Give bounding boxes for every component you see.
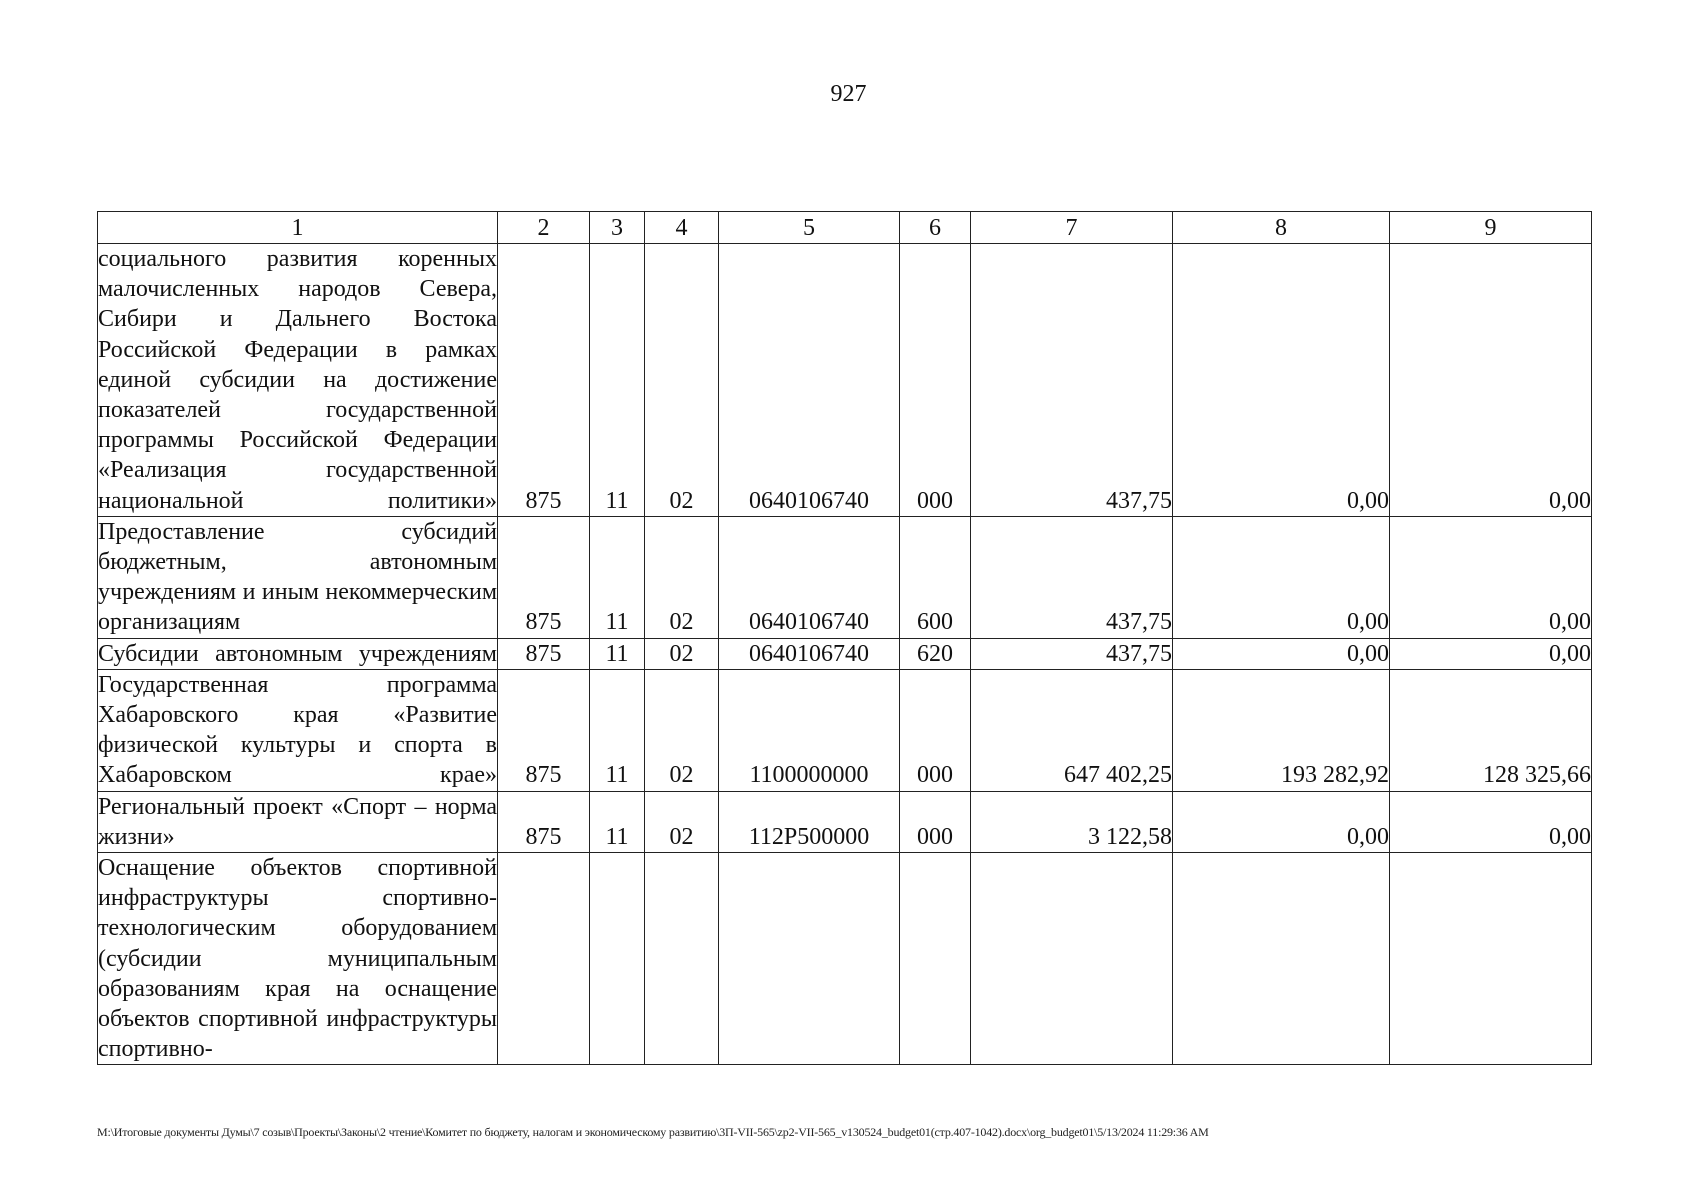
cell-col6: 620	[900, 638, 971, 669]
column-header: 3	[590, 212, 645, 244]
column-header: 2	[498, 212, 590, 244]
cell-col2: 875	[498, 791, 590, 852]
document-path-footer: M:\Итоговые документы Думы\7 созыв\Проекты\Законы\2 чтение\Комитет по бюджету, налогам и экономическому развитию\3П-VII-565\zp2-VII-565_v130524_budget01(стр.407-1042).docx\org_budget01\5/13/2024 11:29:36 AM	[97, 1125, 1209, 1139]
cell-col4: 02	[645, 638, 719, 669]
column-header: 1	[98, 212, 498, 244]
cell-col9: 0,00	[1390, 638, 1592, 669]
cell-col7: 647 402,25	[971, 669, 1173, 791]
cell-col2: 875	[498, 244, 590, 517]
cell-col2: 875	[498, 516, 590, 638]
cell-col3: 11	[590, 791, 645, 852]
row-description: Предоставление субсидий бюджетным, автономным учреждениям и иным некоммерческим организациям	[98, 516, 498, 638]
cell-col8: 0,00	[1173, 791, 1390, 852]
column-header: 6	[900, 212, 971, 244]
cell-col7: 3 122,58	[971, 791, 1173, 852]
cell-col3: 11	[590, 669, 645, 791]
page-number: 927	[830, 81, 867, 107]
column-header: 8	[1173, 212, 1390, 244]
table-header-row	[98, 212, 1592, 244]
row-description: Субсидии автономным учреждениям	[98, 638, 498, 669]
cell-col3: 11	[590, 244, 645, 517]
table-row	[98, 516, 1592, 638]
cell-col4: 02	[645, 516, 719, 638]
row-description: Региональный проект «Спорт – норма жизни»	[98, 791, 498, 852]
cell-col7	[971, 853, 1173, 1065]
cell-col5: 0640106740	[719, 638, 900, 669]
cell-col5: 1100000000	[719, 669, 900, 791]
cell-col6	[900, 853, 971, 1065]
cell-col8	[1173, 853, 1390, 1065]
cell-col3: 11	[590, 638, 645, 669]
cell-col2: 875	[498, 638, 590, 669]
table-row	[98, 669, 1592, 791]
cell-col8: 0,00	[1173, 516, 1390, 638]
cell-col5	[719, 853, 900, 1065]
table-row	[98, 791, 1592, 852]
cell-col3	[590, 853, 645, 1065]
cell-col6: 000	[900, 791, 971, 852]
cell-col8: 0,00	[1173, 244, 1390, 517]
cell-col4: 02	[645, 669, 719, 791]
cell-col6: 000	[900, 669, 971, 791]
row-description: социального развития коренных малочисленных народов Севера, Сибири и Дальнего Востока Российской Федерации в рамках единой субсидии на достижение показателей государственной программы Российской Федерации «Реализация государственной национальной политики»	[98, 244, 498, 517]
cell-col7: 437,75	[971, 516, 1173, 638]
cell-col5: 0640106740	[719, 516, 900, 638]
table-row	[98, 244, 1592, 517]
column-header: 9	[1390, 212, 1592, 244]
cell-col8: 193 282,92	[1173, 669, 1390, 791]
cell-col9: 0,00	[1390, 791, 1592, 852]
cell-col9: 0,00	[1390, 516, 1592, 638]
table-row	[98, 638, 1592, 669]
cell-col9: 128 325,66	[1390, 669, 1592, 791]
cell-col5: 112P500000	[719, 791, 900, 852]
budget-table	[97, 211, 1592, 1065]
cell-col4	[645, 853, 719, 1065]
cell-col8: 0,00	[1173, 638, 1390, 669]
cell-col6: 600	[900, 516, 971, 638]
cell-col4: 02	[645, 244, 719, 517]
column-header: 5	[719, 212, 900, 244]
row-description: Государственная программа Хабаровского края «Развитие физической культуры и спорта в Хабаровском крае»	[98, 669, 498, 791]
cell-col9	[1390, 853, 1592, 1065]
cell-col6: 000	[900, 244, 971, 517]
cell-col5: 0640106740	[719, 244, 900, 517]
row-description: Оснащение объектов спортивной инфраструктуры спортивно-технологическим оборудованием (субсидии муниципальным образованиям края на оснащение объектов спортивной инфраструктуры спортивно-	[98, 853, 498, 1065]
column-header: 4	[645, 212, 719, 244]
cell-col7: 437,75	[971, 244, 1173, 517]
table-row	[98, 853, 1592, 1065]
column-header: 7	[971, 212, 1173, 244]
cell-col2	[498, 853, 590, 1065]
cell-col9: 0,00	[1390, 244, 1592, 517]
cell-col7: 437,75	[971, 638, 1173, 669]
cell-col4: 02	[645, 791, 719, 852]
cell-col3: 11	[590, 516, 645, 638]
cell-col2: 875	[498, 669, 590, 791]
